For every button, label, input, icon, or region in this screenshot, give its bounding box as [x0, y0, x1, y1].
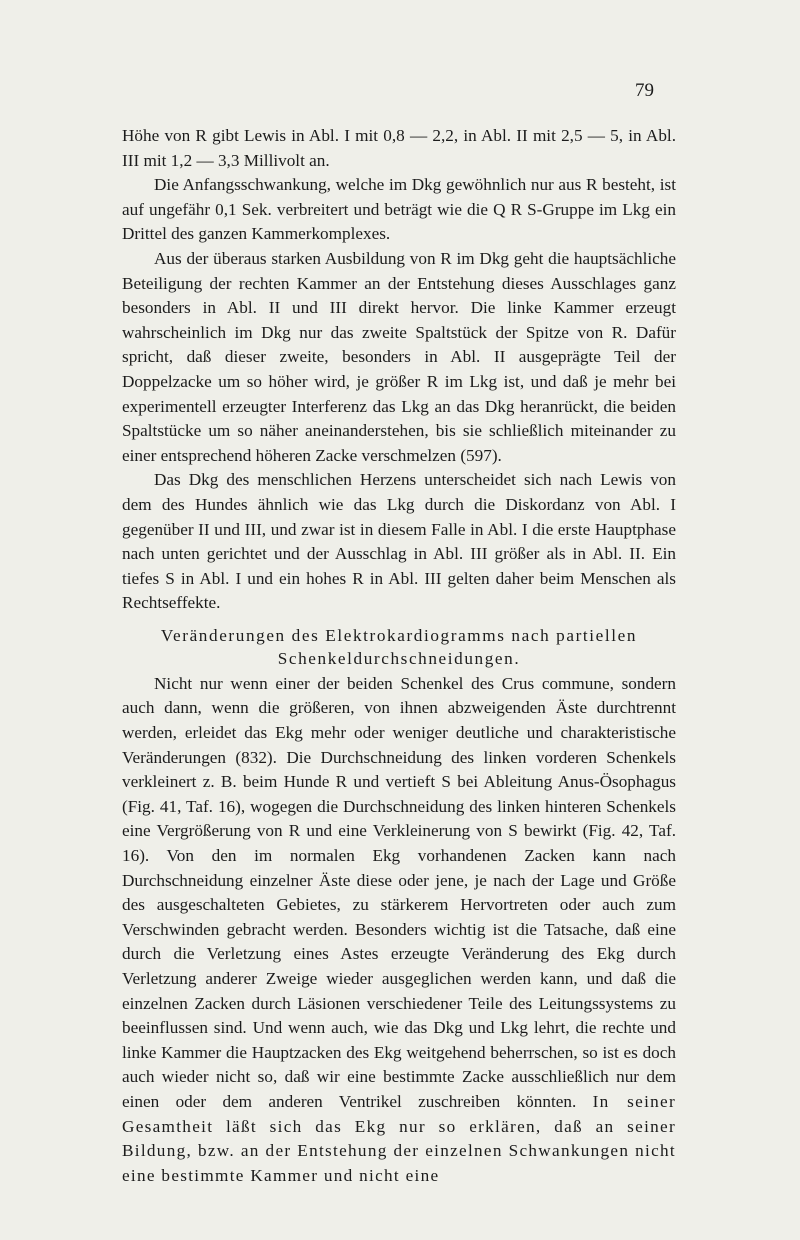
paragraph-5-text: Nicht nur wenn einer der beiden Schenkel des Crus commune, sondern auch dann, wenn die größeren, von ihnen abzweigenden Äste durchtrennt werden, erleidet das Ekg mehr oder weniger deutliche und charakteristische Veränderungen (832). Die Durchschneidung des linken vorderen Schenkels verkleinert z. B. beim Hunde R und vertieft S bei Ableitung Anus-Ösophagus (Fig. 41, Taf. 16), wogegen die Durchschneidung des linken hinteren Schenkels eine Vergrößerung von R und eine Verkleinerung von S bewirkt (Fig. 42, Taf. 16). Von den im normalen Ekg vorhandenen Zacken kann nach Durchschneidung einzelner Äste diese oder jene, je nach der Lage und Größe des ausgeschalteten Gebietes, zu stärkerem Hervortreten oder auch zum Verschwinden gebracht werden. Besonders wichtig ist die Tatsache, daß eine durch die Verletzung eines Astes erzeugte Veränderung des Ekg durch Verletzung anderer Zweige wieder ausgeglichen werden kann, und daß die einzelnen Zacken durch Läsionen verschiedener Teile des Leitungssystems zu beeinflussen sind. Und wenn auch, wie das Dkg und Lkg lehrt, die rechte und linke Kammer die Hauptzacken des Ekg weitgehend beherrschen, so ist es doch auch wieder nicht so, daß wir eine bestimmte Zacke ausschließlich nur dem einen oder dem anderen Ventrikel zuschreiben könnten. — [122, 673, 676, 1111]
paragraph-2: Die Anfangsschwankung, welche im Dkg gewöhnlich nur aus R besteht, ist auf ungefähr 0,1 Sek. verbreitert und beträgt wie die Q R S-Gruppe im Lkg ein Drittel des ganzen Kammerkomplexes. — [122, 175, 676, 244]
section-heading-line-1: Veränderungen des Elektrokardiogramms nach partiellen — [160, 625, 638, 645]
section-heading — [122, 624, 676, 671]
paragraph-1: Höhe von R gibt Lewis in Abl. I mit 0,8 — 2,2, in Abl. II mit 2,5 — 5, in Abl. III mit 1,2 — 3,3 Millivolt an. — [122, 126, 676, 170]
section-heading-line-2: Schenkeldurchschneidungen. — [277, 649, 521, 669]
paragraph-3: Aus der überaus starken Ausbildung von R im Dkg geht die hauptsächliche Beteiligung der rechten Kammer an der Entstehung dieses Ausschlages ganz besonders in Abl. II und III direkt hervor. Die linke Kammer erzeugt wahrscheinlich im Dkg nur das zweite Spaltstück der Spitze von R. Dafür spricht, daß dieser zweite, besonders in Abl. II ausgeprägte Teil der Doppelzacke um so höher wird, je größer R im Lkg ist, und daß je mehr bei experimentell erzeugter Interferenz das Lkg an das Dkg heranrückt, die beiden Spaltstücke um so näher aneinanderstehen, bis sie schließlich miteinander zu einer entsprechend höheren Zacke verschmelzen (597). — [122, 248, 676, 465]
page-number: 79 — [635, 80, 654, 101]
page-body — [122, 124, 676, 1188]
paragraph-4: Das Dkg des menschlichen Herzens unterscheidet sich nach Lewis von dem des Hundes ähnlich wie das Lkg durch die Diskordanz von Abl. I gegenüber II und III, und zwar ist in diesem Falle in Abl. I die erste Hauptphase nach unten gerichtet und der Ausschlag in Abl. III größer als in Abl. II. Ein tiefes S in Abl. I und ein hohes R in Abl. III gelten daher beim Menschen als Rechtseffekte. — [122, 470, 676, 613]
paragraph-5 — [122, 672, 676, 1188]
paragraph-5-spaced-text: In seiner Gesamtheit läßt sich das Ekg nur so erklären, daß an seiner Bildung, bzw. an der Entstehung der einzelnen Schwankungen nicht eine bestimmte Kammer und nicht eine — [122, 1091, 676, 1185]
